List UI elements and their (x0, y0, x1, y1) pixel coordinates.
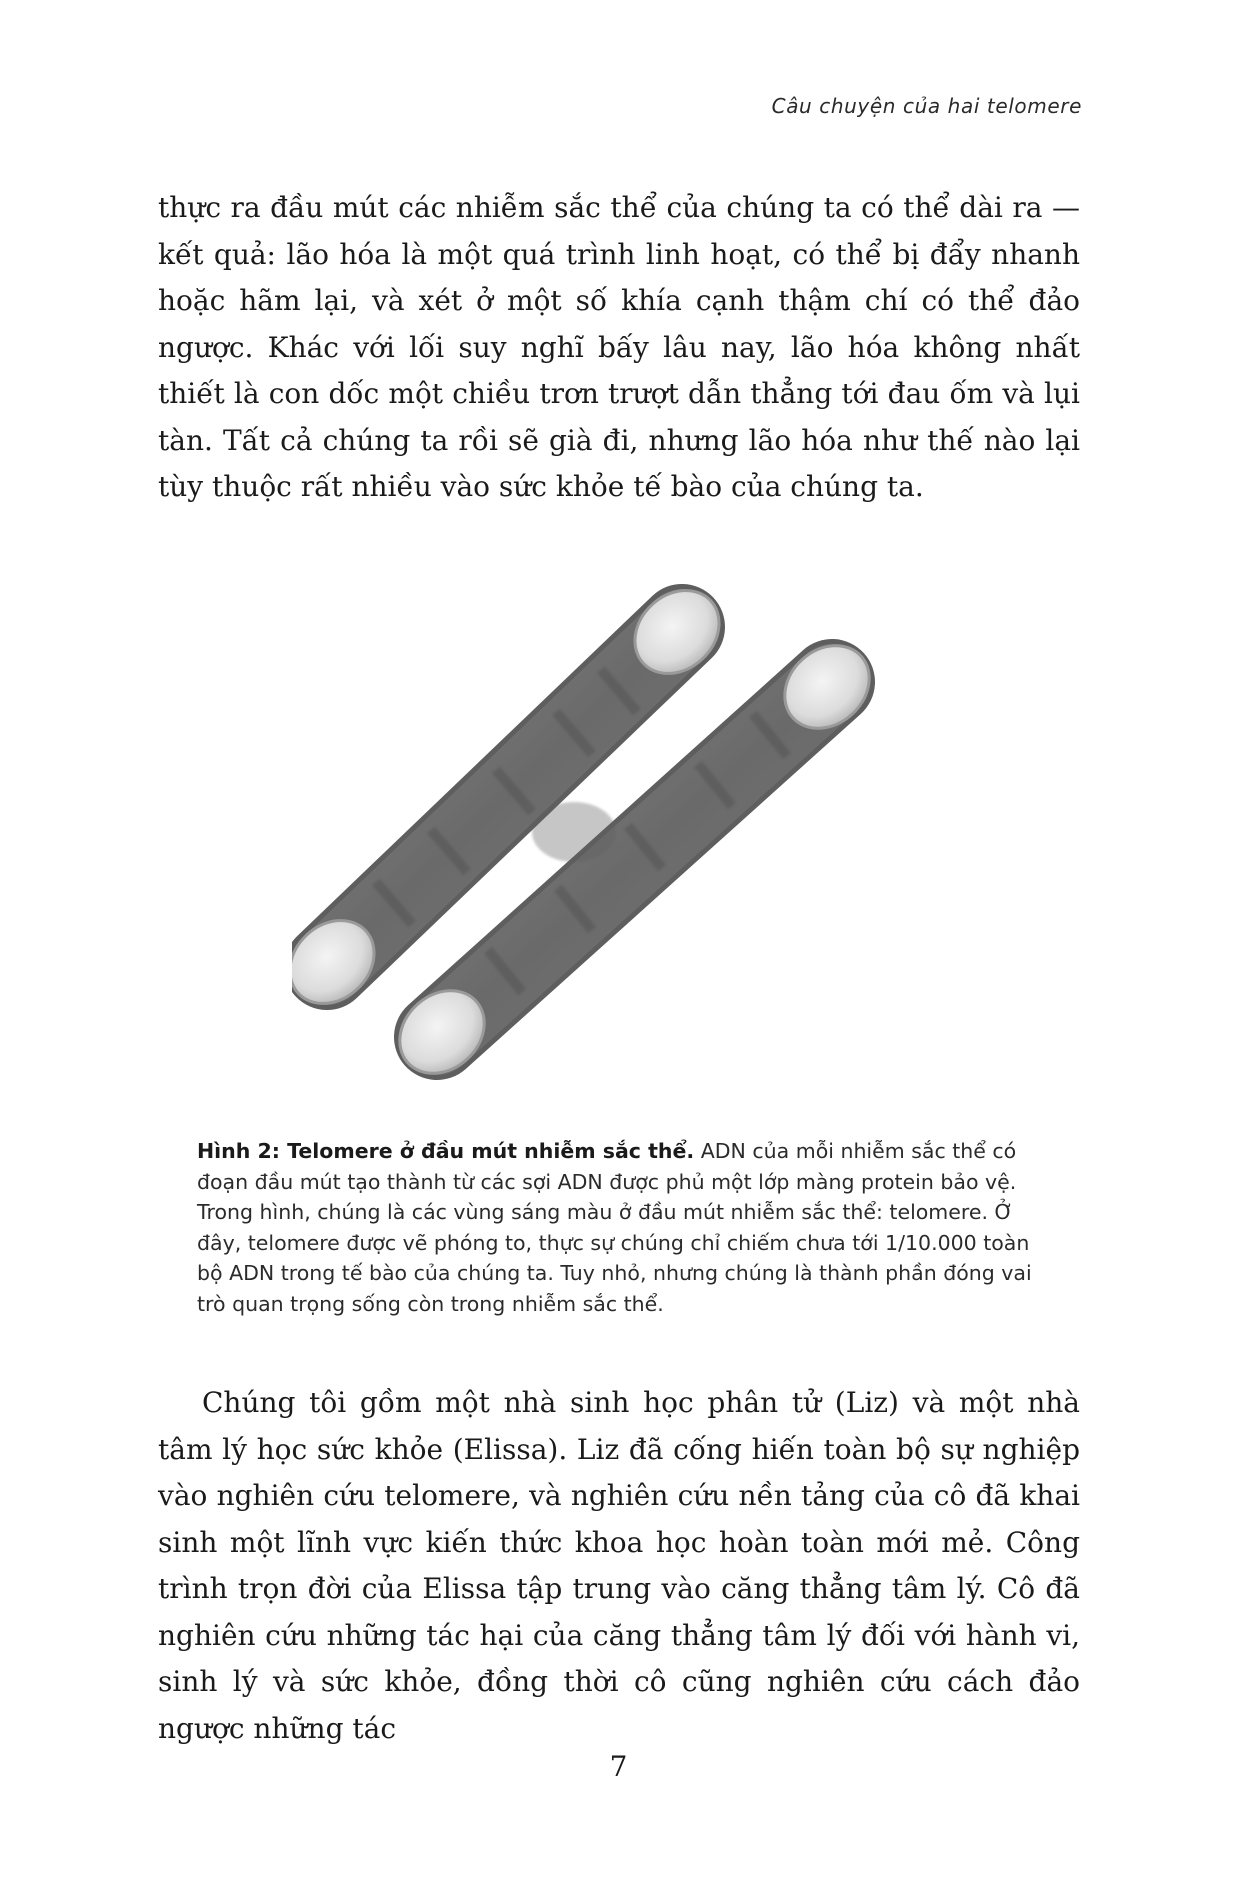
centromere (532, 802, 616, 862)
chromosome-illustration (292, 572, 972, 1112)
chromosome-figure (292, 572, 972, 1112)
page-number: 7 (609, 1750, 628, 1783)
caption-text: ADN của mỗi nhiễm sắc thể có đoạn đầu mút tạo thành từ các sợi ADN được phủ một lớp màng protein bảo vệ. Trong hình, chúng là các vùng sáng màu ở đầu mút nhiễm sắc thể: telomere. Ở đây, telomere được vẽ phóng to, thực sự chúng chỉ chiếm chưa tới 1/10.000 toàn bộ ADN trong tế bào của chúng ta. Tuy nhỏ, nhưng chúng là thành phần đóng vai trò quan trọng sống còn trong nhiễm sắc thể. (197, 1139, 1032, 1316)
body-paragraph-2: Chúng tôi gồm một nhà sinh học phân tử (Liz) và một nhà tâm lý học sức khỏe (Elissa). Liz đã cống hiến toàn bộ sự nghiệp vào nghiên cứu telomere, và nghiên cứu nền tảng của cô đã khai sinh một lĩnh vực kiến thức khoa học hoàn toàn mới mẻ. Công trình trọn đời của Elissa tập trung vào căng thẳng tâm lý. Cô đã nghiên cứu những tác hại của căng thẳng tâm lý đối với hành vi, sinh lý và sức khỏe, đồng thời cô cũng nghiên cứu cách đảo ngược những tác (158, 1386, 1080, 1745)
figure-caption (197, 1136, 1042, 1319)
caption-title: Hình 2: Telomere ở đầu mút nhiễm sắc thể. (197, 1139, 695, 1163)
running-header: Câu chuyện của hai telomere (771, 94, 1082, 118)
body-paragraph-1: thực ra đầu mút các nhiễm sắc thể của chúng ta có thể dài ra — kết quả: lão hóa là một quá trình linh hoạt, có thể bị đẩy nhanh hoặc hãm lại, và xét ở một số khía cạnh thậm chí có thể đảo ngược. Khác với lối suy nghĩ bấy lâu nay, lão hóa không nhất thiết là con dốc một chiều trơn trượt dẫn thẳng tới đau ốm và lụi tàn. Tất cả chúng ta rồi sẽ già đi, nhưng lão hóa như thế nào lại tùy thuộc rất nhiều vào sức khỏe tế bào của chúng ta. (158, 191, 1080, 503)
